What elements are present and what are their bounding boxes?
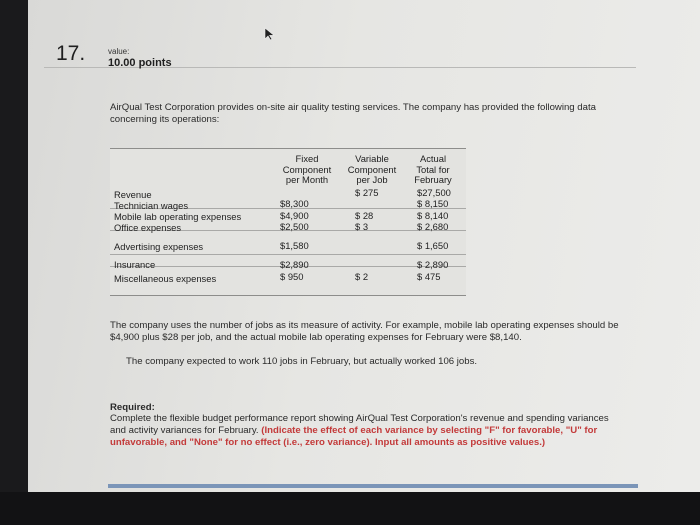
- row-label-miscellaneous: Miscellaneous expenses: [114, 273, 217, 284]
- advertising-fixed: $1,580: [280, 240, 309, 251]
- row-label-mobile-lab: Mobile lab operating expenses: [114, 211, 242, 222]
- revenue-actual: $27,500: [417, 187, 451, 198]
- answer-panel-edge: [108, 484, 638, 488]
- value-label: value:: [108, 47, 130, 56]
- mobile-lab-variable: $ 28: [355, 210, 374, 221]
- bottom-bezel: [0, 492, 700, 525]
- office-actual: $ 2,680: [417, 221, 449, 232]
- technician-wages-fixed: $8,300: [280, 198, 309, 209]
- points-value: 10.00 points: [108, 57, 172, 69]
- required-instruction: (Indicate the effect of each variance by selecting "F" for favorable, "U" for unfavorable, and "None" for no effect (i.e., zero variance). Input all amounts as positive values.): [110, 425, 598, 448]
- revenue-variable: $ 275: [355, 187, 379, 198]
- row-label-office-expenses: Office expenses: [114, 222, 182, 233]
- technician-wages-actual: $ 8,150: [417, 198, 449, 209]
- mouse-pointer-icon: [264, 27, 276, 41]
- misc-actual: $ 475: [417, 271, 441, 282]
- row-label-revenue: Revenue: [114, 189, 152, 200]
- variable-header: Variable Component per Job: [347, 153, 397, 186]
- office-fixed: $2,500: [280, 221, 309, 232]
- mobile-lab-fixed: $4,900: [280, 210, 309, 221]
- fixed-header: Fixed Component per Month: [282, 153, 332, 186]
- advertising-actual: $ 1,650: [417, 240, 449, 251]
- actual-header: Actual Total for February: [414, 153, 452, 186]
- required-text: [110, 413, 626, 449]
- row-separator: [110, 254, 466, 255]
- row-label-advertising: Advertising expenses: [114, 241, 204, 252]
- expected-jobs-note: The company expected to work 110 jobs in February, but actually worked 106 jobs.: [126, 356, 478, 367]
- intro-text: AirQual Test Corporation provides on-site air quality testing services. The company has provided the following data concerning its operations:: [110, 102, 596, 125]
- required-main: Complete the flexible budget performance report showing AirQual Test Corporation's revenue and spending variances and activity variances for February.: [110, 413, 609, 436]
- mobile-lab-actual: $ 8,140: [417, 210, 449, 221]
- row-label-technician-wages: Technician wages: [114, 200, 189, 211]
- question-number: 17.: [56, 42, 86, 65]
- required-title: Required:: [110, 402, 155, 413]
- activity-explanation: The company uses the number of jobs as its measure of activity. For example, mobile lab operating expenses should be $4,900 plus $28 per job, and the actual mobile lab operating expenses for February were $8,140.: [110, 320, 619, 343]
- data-table: [110, 148, 466, 296]
- misc-variable: $ 2: [355, 271, 369, 282]
- row-label-insurance: Insurance: [114, 259, 156, 270]
- misc-fixed: $ 950: [280, 271, 304, 282]
- insurance-fixed: $2,890: [280, 259, 309, 270]
- office-variable: $ 3: [355, 221, 369, 232]
- insurance-actual: $ 2,890: [417, 259, 449, 270]
